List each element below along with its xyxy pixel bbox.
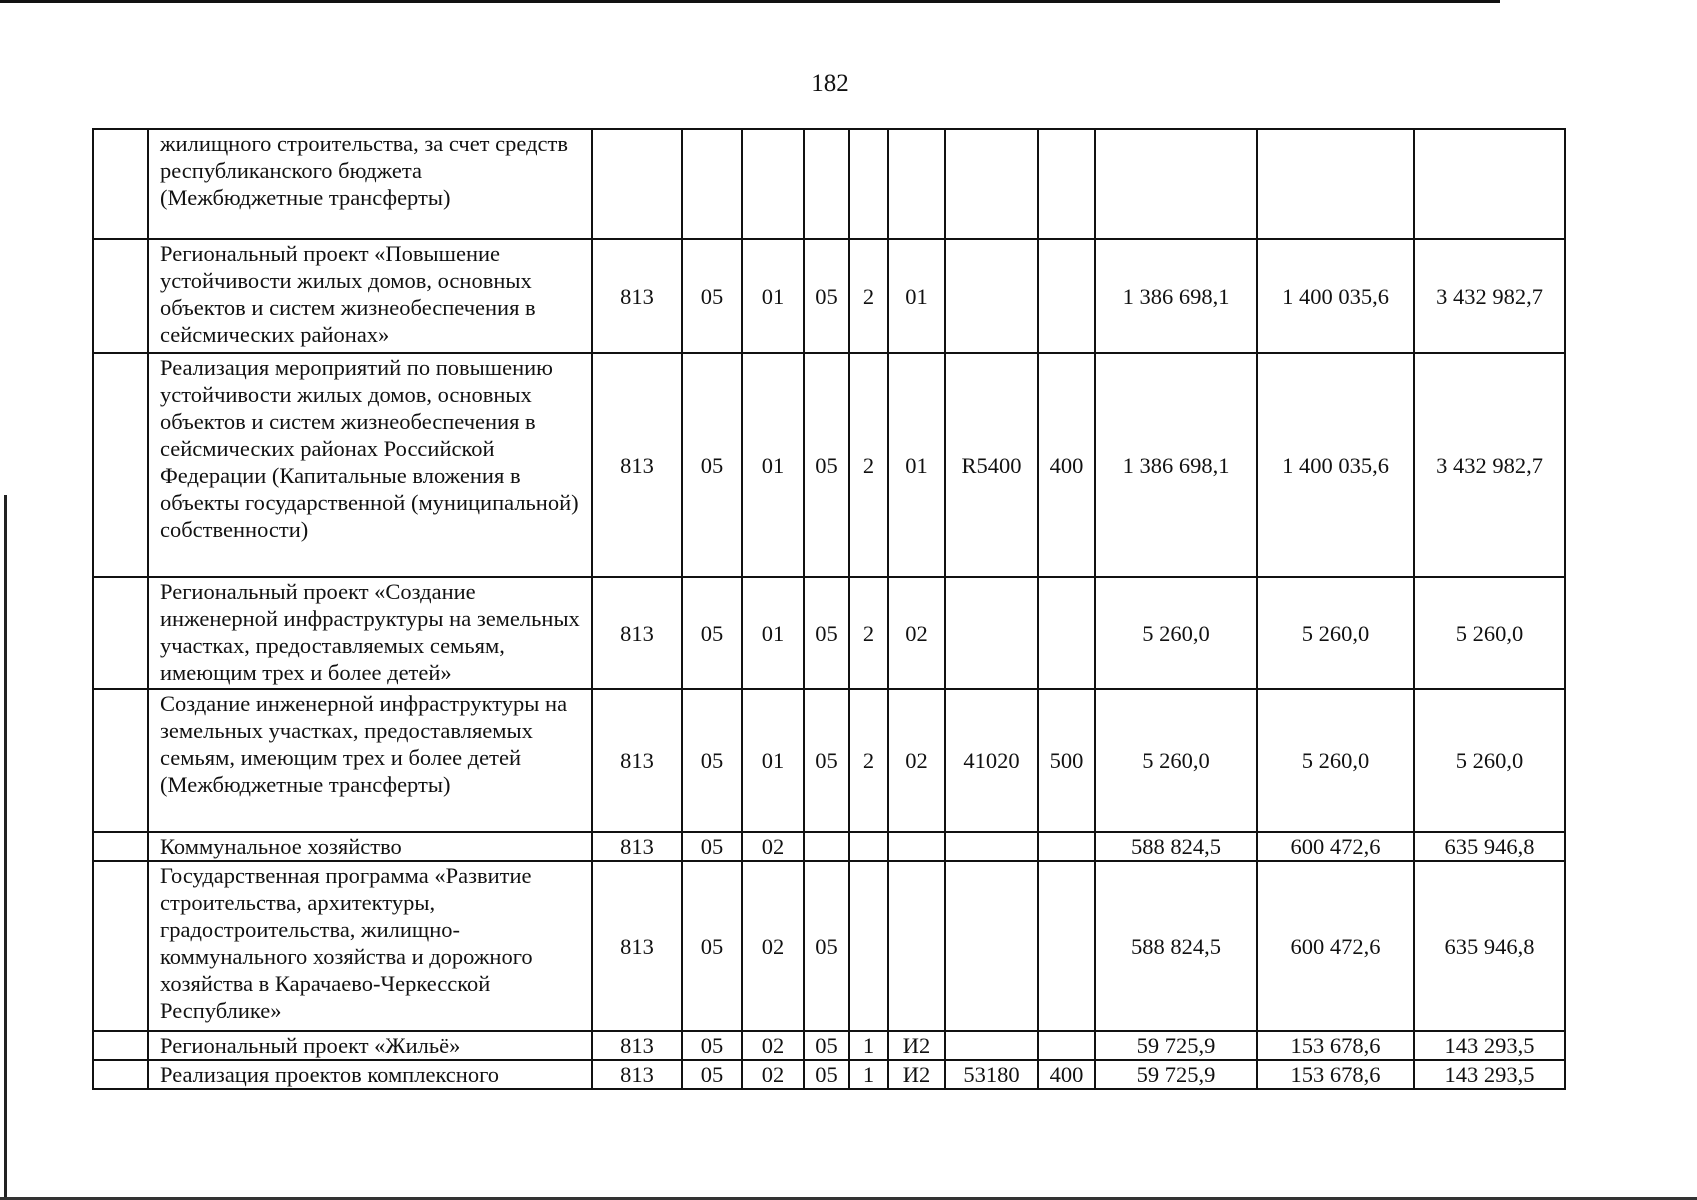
table-row xyxy=(93,689,1565,832)
code-ministry-cell: 813 xyxy=(592,1031,682,1060)
code-expense-type-cell xyxy=(1038,577,1095,689)
code-subprogram-cell xyxy=(849,129,888,239)
amount-cell-1: 1 386 698,1 xyxy=(1095,353,1257,577)
amount-cell-2: 600 472,6 xyxy=(1257,861,1414,1031)
budget-table xyxy=(92,128,1566,1090)
amount-cell-1: 1 386 698,1 xyxy=(1095,239,1257,353)
code-direction-cell xyxy=(945,1031,1038,1060)
code-subprogram-cell: 2 xyxy=(849,577,888,689)
code-subprogram-cell xyxy=(849,832,888,861)
table-row xyxy=(93,1031,1565,1060)
code-project-cell: 02 xyxy=(888,689,945,832)
code-direction-cell xyxy=(945,832,1038,861)
code-subsection-cell: 01 xyxy=(742,689,804,832)
code-expense-type-cell xyxy=(1038,832,1095,861)
item-name-cell: Региональный проект «Жильё» xyxy=(148,1031,592,1060)
budget-table-body xyxy=(93,129,1565,1089)
amount-cell-2: 1 400 035,6 xyxy=(1257,353,1414,577)
code-section-cell: 05 xyxy=(682,1060,742,1089)
item-name-cell: жилищного строительства, за счет средств республиканского бюджета (Межбюджетные трансферты) xyxy=(148,129,592,239)
table-row xyxy=(93,353,1565,577)
row-number-cell xyxy=(93,1031,148,1060)
code-ministry-cell: 813 xyxy=(592,689,682,832)
table-row xyxy=(93,577,1565,689)
code-direction-cell: 53180 xyxy=(945,1060,1038,1089)
code-subprogram-cell: 2 xyxy=(849,239,888,353)
code-subsection-cell: 02 xyxy=(742,832,804,861)
code-ministry-cell xyxy=(592,129,682,239)
code-program-cell: 05 xyxy=(804,1060,849,1089)
item-name-cell: Создание инженерной инфраструктуры на земельных участках, предоставляемых семьям, имеющим трех и более детей (Межбюджетные трансферты) xyxy=(148,689,592,832)
amount-cell-2: 600 472,6 xyxy=(1257,832,1414,861)
table-row xyxy=(93,129,1565,239)
table-row xyxy=(93,1060,1565,1089)
code-subprogram-cell: 1 xyxy=(849,1031,888,1060)
code-section-cell: 05 xyxy=(682,1031,742,1060)
code-ministry-cell: 813 xyxy=(592,577,682,689)
amount-cell-3: 635 946,8 xyxy=(1414,861,1565,1031)
code-expense-type-cell xyxy=(1038,861,1095,1031)
amount-cell-2: 1 400 035,6 xyxy=(1257,239,1414,353)
code-section-cell: 05 xyxy=(682,353,742,577)
code-project-cell: И2 xyxy=(888,1031,945,1060)
amount-cell-2: 5 260,0 xyxy=(1257,577,1414,689)
amount-cell-1: 59 725,9 xyxy=(1095,1060,1257,1089)
code-section-cell xyxy=(682,129,742,239)
code-project-cell: 02 xyxy=(888,577,945,689)
amount-cell-3: 635 946,8 xyxy=(1414,832,1565,861)
amount-cell-3 xyxy=(1414,129,1565,239)
amount-cell-1: 59 725,9 xyxy=(1095,1031,1257,1060)
code-ministry-cell: 813 xyxy=(592,353,682,577)
code-program-cell: 05 xyxy=(804,689,849,832)
code-program-cell: 05 xyxy=(804,239,849,353)
code-direction-cell xyxy=(945,129,1038,239)
page-number: 182 xyxy=(811,70,849,97)
amount-cell-3: 3 432 982,7 xyxy=(1414,239,1565,353)
code-project-cell xyxy=(888,861,945,1031)
code-expense-type-cell: 400 xyxy=(1038,1060,1095,1089)
amount-cell-3: 5 260,0 xyxy=(1414,577,1565,689)
amount-cell-2 xyxy=(1257,129,1414,239)
amount-cell-2: 153 678,6 xyxy=(1257,1060,1414,1089)
item-name-cell: Государственная программа «Развитие строительства, архитектуры, градостроительства, жилищно-коммунального хозяйства и дорожного хозяйства в Карачаево-Черкесской Республике» xyxy=(148,861,592,1031)
code-project-cell xyxy=(888,832,945,861)
code-expense-type-cell: 400 xyxy=(1038,353,1095,577)
scan-edge-top xyxy=(0,0,1500,3)
code-program-cell xyxy=(804,129,849,239)
item-name-cell: Региональный проект «Создание инженерной инфраструктуры на земельных участках, предоставляемых семьям, имеющим трех и более детей» xyxy=(148,577,592,689)
amount-cell-2: 153 678,6 xyxy=(1257,1031,1414,1060)
code-ministry-cell: 813 xyxy=(592,832,682,861)
code-program-cell xyxy=(804,832,849,861)
code-section-cell: 05 xyxy=(682,832,742,861)
code-ministry-cell: 813 xyxy=(592,239,682,353)
code-section-cell: 05 xyxy=(682,689,742,832)
code-project-cell: 01 xyxy=(888,239,945,353)
amount-cell-1: 588 824,5 xyxy=(1095,832,1257,861)
code-project-cell xyxy=(888,129,945,239)
code-subsection-cell: 02 xyxy=(742,861,804,1031)
code-direction-cell xyxy=(945,577,1038,689)
item-name-cell: Реализация мероприятий по повышению устойчивости жилых домов, основных объектов и систем жизнеобеспечения в сейсмических районах Российской Федерации (Капитальные вложения в объекты государственной (муниципальной) собственности) xyxy=(148,353,592,577)
amount-cell-3: 143 293,5 xyxy=(1414,1031,1565,1060)
table-row xyxy=(93,239,1565,353)
code-ministry-cell: 813 xyxy=(592,1060,682,1089)
code-expense-type-cell xyxy=(1038,239,1095,353)
code-project-cell: 01 xyxy=(888,353,945,577)
row-number-cell xyxy=(93,1060,148,1089)
amount-cell-3: 3 432 982,7 xyxy=(1414,353,1565,577)
code-subprogram-cell: 2 xyxy=(849,353,888,577)
code-direction-cell: R5400 xyxy=(945,353,1038,577)
code-program-cell: 05 xyxy=(804,353,849,577)
code-ministry-cell: 813 xyxy=(592,861,682,1031)
code-program-cell: 05 xyxy=(804,577,849,689)
code-program-cell: 05 xyxy=(804,861,849,1031)
item-name-cell: Региональный проект «Повышение устойчивости жилых домов, основных объектов и систем жизнеобеспечения в сейсмических районах» xyxy=(148,239,592,353)
code-subprogram-cell: 2 xyxy=(849,689,888,832)
row-number-cell xyxy=(93,861,148,1031)
amount-cell-3: 143 293,5 xyxy=(1414,1060,1565,1089)
item-name-cell: Реализация проектов комплексного xyxy=(148,1060,592,1089)
code-subprogram-cell xyxy=(849,861,888,1031)
code-direction-cell xyxy=(945,861,1038,1031)
amount-cell-3: 5 260,0 xyxy=(1414,689,1565,832)
table-row xyxy=(93,861,1565,1031)
amount-cell-1 xyxy=(1095,129,1257,239)
code-expense-type-cell: 500 xyxy=(1038,689,1095,832)
code-subsection-cell: 02 xyxy=(742,1060,804,1089)
table-row xyxy=(93,832,1565,861)
row-number-cell xyxy=(93,239,148,353)
amount-cell-1: 5 260,0 xyxy=(1095,689,1257,832)
code-direction-cell: 41020 xyxy=(945,689,1038,832)
code-section-cell: 05 xyxy=(682,239,742,353)
row-number-cell xyxy=(93,353,148,577)
code-subsection-cell: 01 xyxy=(742,239,804,353)
code-subsection-cell xyxy=(742,129,804,239)
code-section-cell: 05 xyxy=(682,577,742,689)
row-number-cell xyxy=(93,689,148,832)
code-expense-type-cell xyxy=(1038,129,1095,239)
code-expense-type-cell xyxy=(1038,1031,1095,1060)
code-subsection-cell: 01 xyxy=(742,577,804,689)
code-program-cell: 05 xyxy=(804,1031,849,1060)
row-number-cell xyxy=(93,577,148,689)
code-section-cell: 05 xyxy=(682,861,742,1031)
amount-cell-2: 5 260,0 xyxy=(1257,689,1414,832)
code-direction-cell xyxy=(945,239,1038,353)
code-subprogram-cell: 1 xyxy=(849,1060,888,1089)
row-number-cell xyxy=(93,129,148,239)
scan-edge-left xyxy=(4,495,7,1200)
code-subsection-cell: 02 xyxy=(742,1031,804,1060)
amount-cell-1: 5 260,0 xyxy=(1095,577,1257,689)
code-subsection-cell: 01 xyxy=(742,353,804,577)
row-number-cell xyxy=(93,832,148,861)
code-project-cell: И2 xyxy=(888,1060,945,1089)
amount-cell-1: 588 824,5 xyxy=(1095,861,1257,1031)
item-name-cell: Коммунальное хозяйство xyxy=(148,832,592,861)
